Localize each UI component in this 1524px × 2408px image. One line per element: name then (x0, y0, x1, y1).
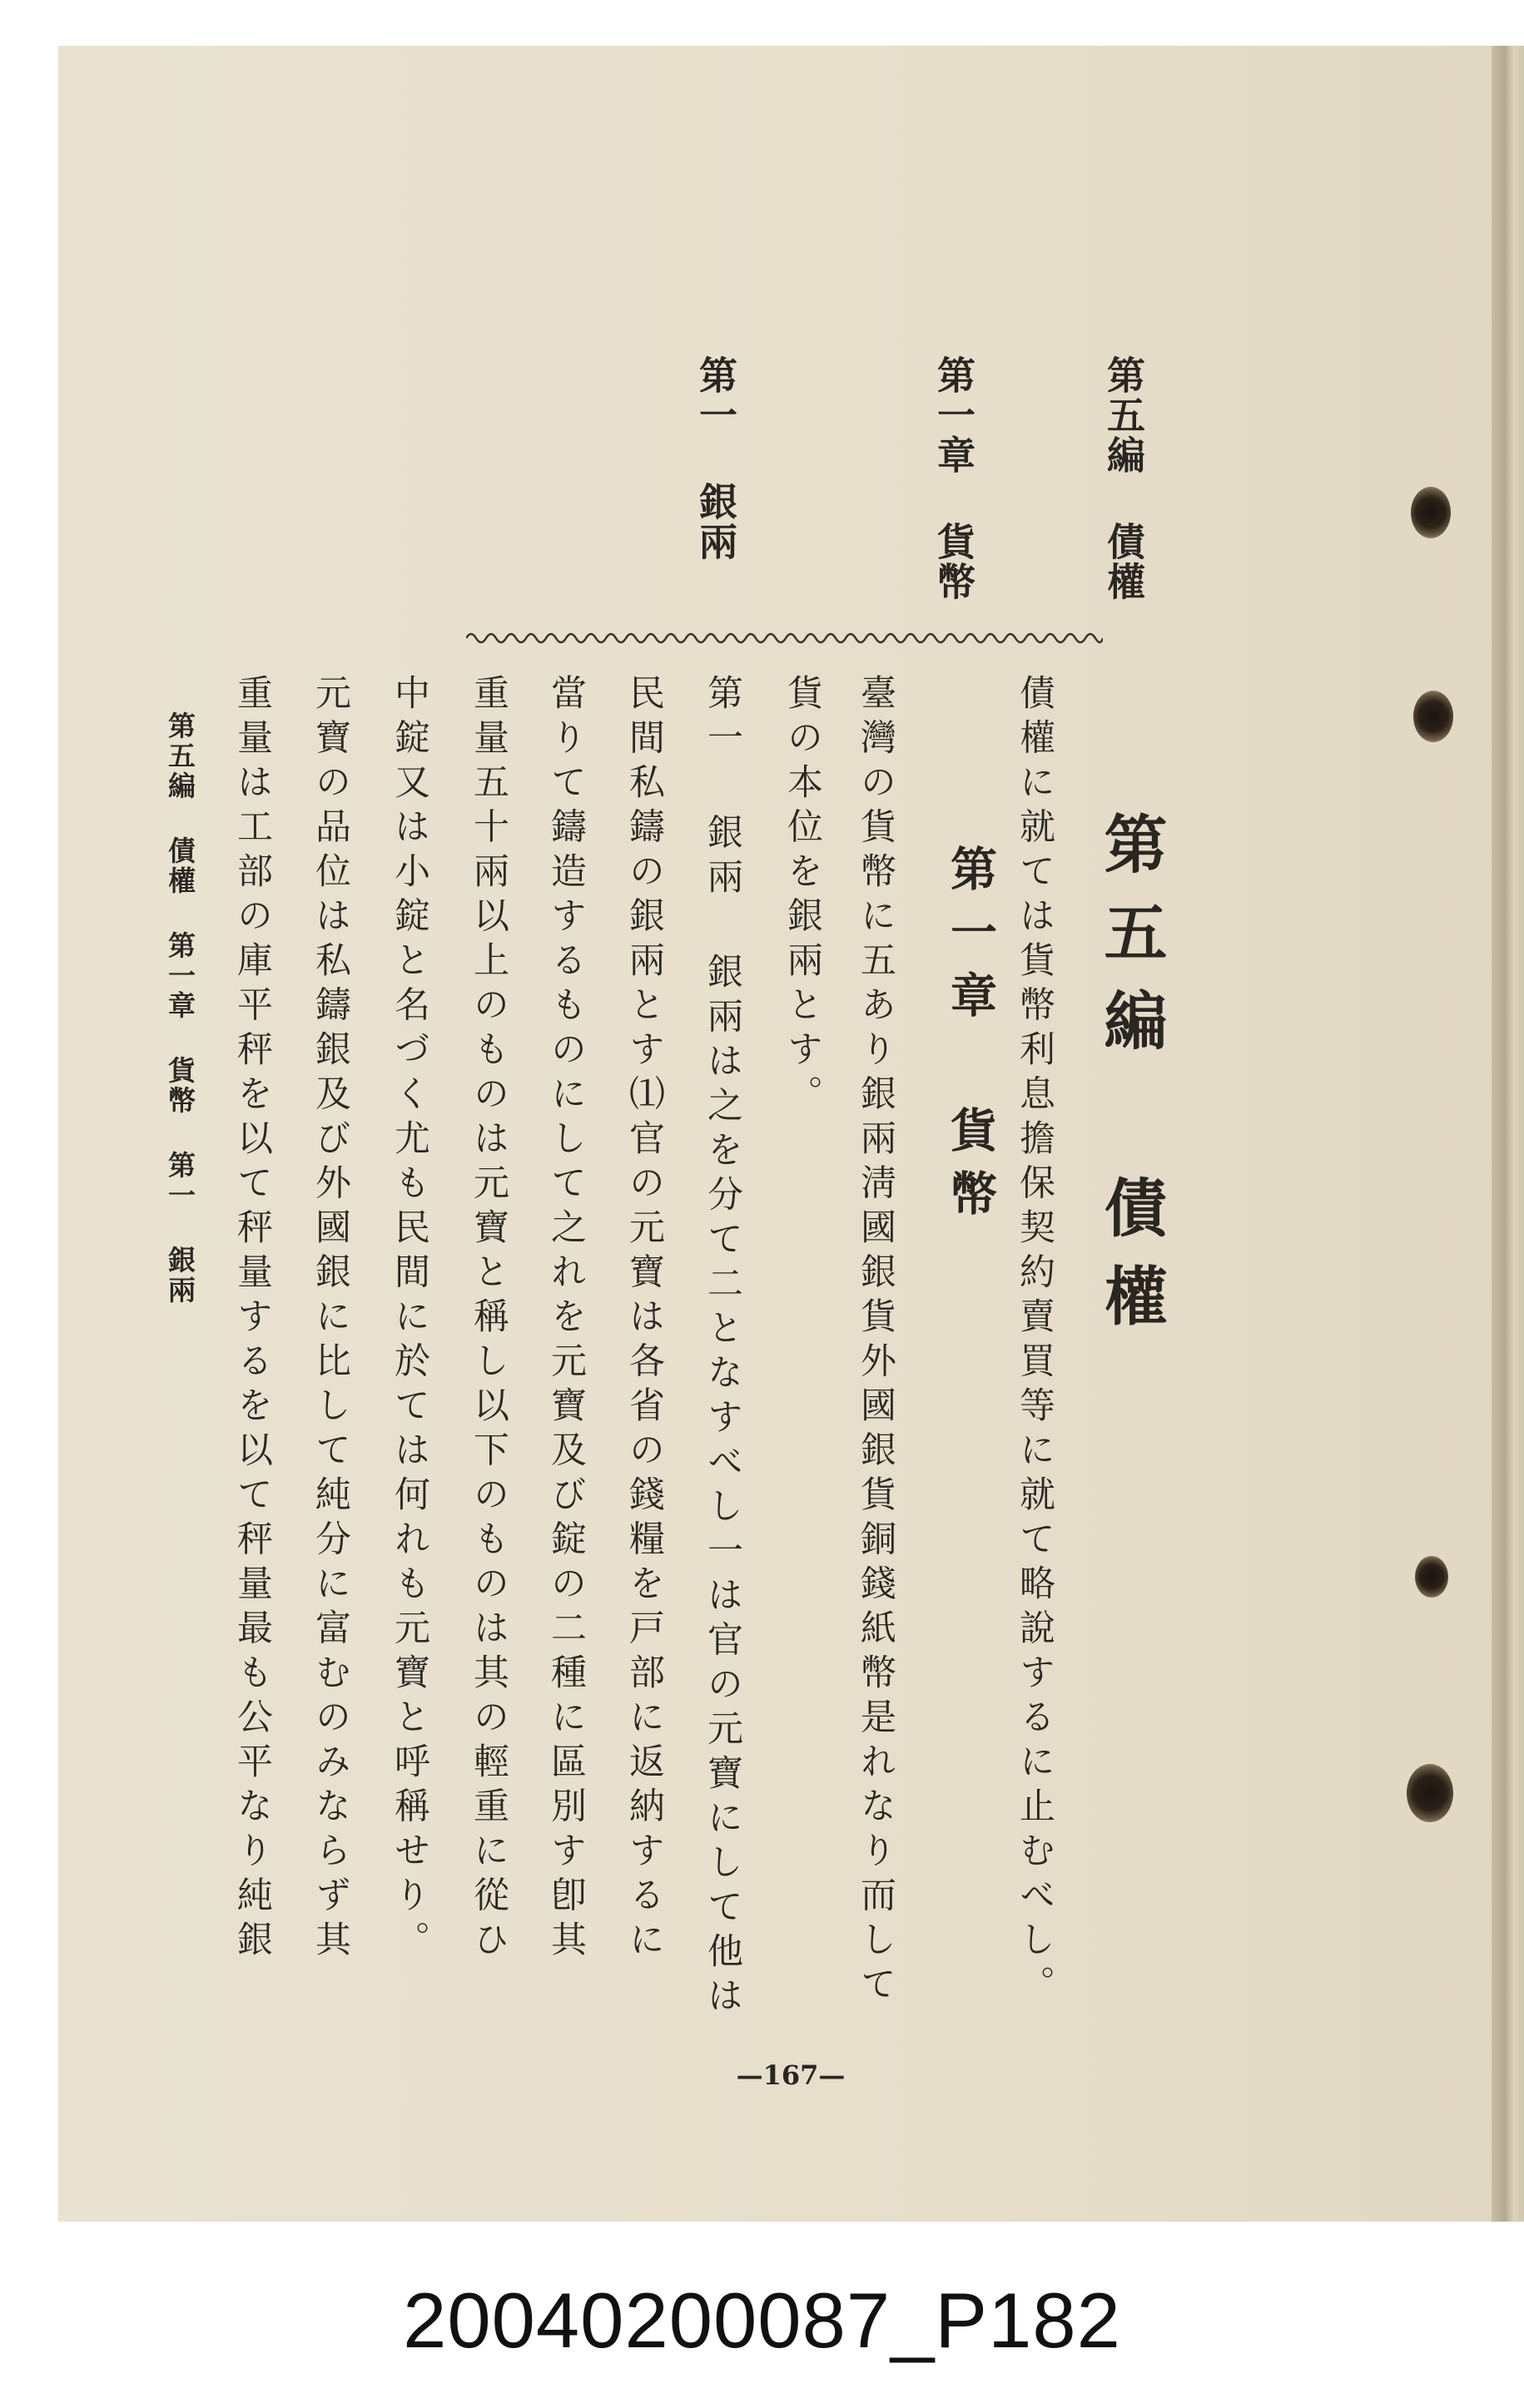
book-page (58, 46, 1492, 2222)
body-line-5: 民間私鑄の銀兩とす⑴官の元寶は各省の錢糧を戸部に返納するに (623, 674, 665, 1965)
body-line-1: 債權に就ては貨幣利息擔保契約賣買等に就て略說するに止むべし。 (1014, 674, 1055, 2009)
page-number: —167— (736, 2059, 846, 2091)
section-head: 第一 銀兩 (693, 355, 738, 562)
part-title: 第五編 債權 (1094, 811, 1168, 1351)
body-line-8: 中錠又は小錠と名づく尤も民間に於ては何れも元寶と呼稱せり。 (389, 674, 430, 1965)
scanned-page (58, 46, 1524, 2222)
body-line-3: 貨の本位を銀兩とす。 (782, 674, 823, 1119)
body-line-7: 重量五十兩以上のものは元寶と稱し以下のものは其の輕重に從ひ (468, 674, 509, 1965)
running-foot: 第五編 債權 第一章 貨幣 第一 銀兩 (164, 711, 196, 1306)
binding-hole (1411, 487, 1451, 538)
book-spine (1492, 46, 1524, 2222)
wavy-rule (466, 628, 1103, 648)
chapter-head: 第一章 貨幣 (931, 355, 976, 602)
image-id-caption: 20040200087_P182 (403, 2277, 1121, 2364)
chapter-title: 第一章 貨幣 (943, 845, 998, 1232)
body-line-4: 第一 銀兩 銀兩は之を分て二となすべし一は官の元寶にして他は (702, 674, 743, 2021)
binding-hole (1407, 1764, 1453, 1822)
body-line-6: 當りて鑄造するものにして之れを元寶及び錠の二種に區別す卽其 (545, 674, 587, 1965)
binding-hole (1413, 691, 1453, 742)
running-head: 第五編 債權 (1101, 355, 1146, 602)
body-line-2: 臺灣の貨幣に五あり銀兩淸國銀貨外國銀貨銅錢紙幣是れなり而して (855, 674, 896, 2009)
body-line-10: 重量は工部の庫平秤を以て秤量するを以て秤量最も公平なり純銀 (231, 674, 273, 1965)
body-line-9: 元寶の品位は私鑄銀及び外國銀に比して純分に富むのみならず其 (310, 674, 351, 1965)
binding-hole (1415, 1556, 1448, 1598)
